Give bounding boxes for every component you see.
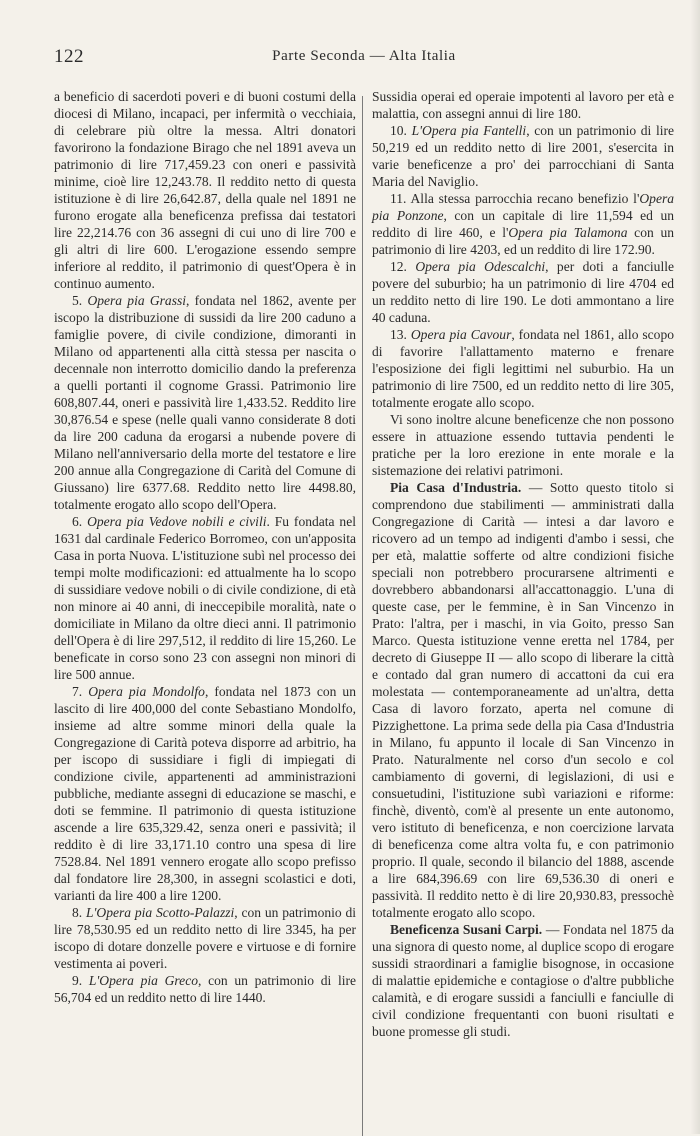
column-divider bbox=[362, 96, 363, 1136]
paragraph: Vi sono inoltre alcune beneficenze che non possono essere in attuazione essendo tuttavia pendenti le pratiche per la loro erezione in ente morale e la sistemazione dei relativi patrimoni. bbox=[372, 412, 674, 478]
page-number: 122 bbox=[54, 46, 84, 67]
paragraph: Sussidia operai ed operaie impotenti al lavoro per età e malattia, con assegni annui di lire 180. bbox=[372, 89, 674, 121]
paragraph-pia-casa-industria: Pia Casa d'Industria. — Sotto questo titolo si comprendono due stabilimenti — amministrati dalla Congregazione di Carità — intesi a dar lavoro e ricovero ad un tempo ad indigenti d'ambo i sessi, che per età, malattie sofferte od altre condizioni fisiche speciali non potrebbero procurarsene altrimenti e dovrebbero abbandonarsi all'accattonaggio. L'una di queste case, per le femmine, è in San Vincenzo in Prato: l'altra, per i maschi, in via Goito, presso San Marco. Questa istituzione venne eretta nel 1784, per decreto di Giuseppe II — allo scopo di liberare la città e contado dal gran numero di accattoni da cui era molestata — contemporaneamente ad un'altra, detta Casa di lavoro forzato, aperta nel comune di Pizzighettone. La prima sede della pia Casa d'Industria in Milano, fu appunto il locale di San Vincenzo in Prato. Naturalmente nel corso d'un secolo e col cambiamento di governi, di legislazioni, di usi e consuetudini, l'istituzione subì variazioni e riforme: finchè, diventò, com'è al presente un ente autonomo, vero istituto di beneficenza, e non coercizione larvata di beneficenza come altra volta fu, e con patrimonio proprio. Il quale, secondo il bilancio del 1888, ascende a lire 684,396.69 con lire 69,536.30 di oneri e passività. Il reddito netto è di lire 20,930.83, pressochè totalmente erogato allo scopo. bbox=[372, 480, 674, 920]
paragraph-opera-ponzone: 11. Alla stessa parrocchia recano benefizio l'Opera pia Ponzone, con un capitale di lire 11,594 ed un reddito di lire 460, e l'Opera pia Talamona con un patrimonio di lire 4203, ed un reddito di lire 172.90. bbox=[372, 191, 675, 257]
entry-title: L'Opera pia Greco bbox=[88, 973, 198, 988]
section-title: Beneficenza Susani Carpi. bbox=[390, 922, 543, 937]
paragraph-opera-greco: 9. L'Opera pia Greco, con un patrimonio di lire 56,704 ed un reddito netto di lire 1440. bbox=[54, 973, 356, 1005]
section-title: Pia Casa d'Industria. bbox=[390, 480, 522, 495]
entry-title: Opera pia Mondolfo bbox=[88, 684, 205, 699]
entry-title: L'Opera pia Fantelli bbox=[411, 123, 527, 138]
paragraph-opera-odescalchi: 12. Opera pia Odescalchi, per doti a fanciulle povere del suburbio; ha un patrimonio di lire 4704 ed un reddito netto di lire 190. Le doti ammontano a lire 40 caduna. bbox=[372, 259, 674, 325]
entry-title: Opera pia Vedove nobili e civili bbox=[87, 514, 267, 529]
entry-title: Opera pia Talamona bbox=[508, 225, 628, 240]
entry-title: Opera pia Ponzone bbox=[372, 191, 675, 223]
left-column bbox=[54, 88, 356, 1006]
paragraph-opera-vedove: 6. Opera pia Vedove nobili e civili. Fu fondata nel 1631 dal cardinale Federico Borromeo, con un'apposita Casa in porta Nuova. L'istituzione subì nel processo dei tempi molte modificazioni: ed attualmente ha lo scopo di sussidiare vedove nobili o di civile condizione, di età non minore ai 40 anni, di ineccepibile moralità, nate o domiciliate in Milano da oltre dieci anni. Il patrimonio dell'Opera è di lire 297,512, il reddito di lire 15,260. Le beneficate in corso sono 23 con assegni non minori di lire 500 annue. bbox=[54, 514, 356, 682]
running-head: Parte Seconda — Alta Italia bbox=[272, 48, 456, 64]
paragraph: a beneficio di sacerdoti poveri e di buoni costumi della diocesi di Milano, incapaci, per infermità o vecchiaia, di celebrare più oltre la messa. Altri donatori favorirono la fondazione Birago che nel 1891 aveva un patrimonio di lire 717,459.23 con oneri e passività minime, cioè lire 12,243.78. Il reddito netto di questa istituzione è di lire 26,642.87, della quale nel 1891 ne furono erogate alla beneficenza prefissa dai testatori lire 22,214.76 con 36 assegni di cui uno di lire 700 e gli altri di lire 600. L'erogazione essendo sempre inferiore al reddito, il patrimonio di quest'Opera è in continuo aumento. bbox=[54, 89, 356, 291]
right-column bbox=[372, 88, 674, 1040]
entry-title: L'Opera pia Scotto-Palazzi bbox=[86, 905, 235, 920]
paragraph-susani-carpi: Beneficenza Susani Carpi. — Fondata nel 1875 da una signora di questo nome, al duplice scopo di erogare sussidi straordinari a famiglie bisognose, in occasione di malattie epidemiche e contagiose o d'altre pubbliche calamità, e di erogare sussidi a fanciulli e fanciulle di civil condizione frequentanti con buoni risultati e buone promesse gli studi. bbox=[372, 922, 674, 1039]
page-header bbox=[54, 46, 674, 72]
paragraph-opera-fantelli: 10. L'Opera pia Fantelli, con un patrimonio di lire 50,219 ed un reddito netto di lire 2001, s'esercita in varie beneficenze a pro' dei parrocchiani di Santa Maria del Naviglio. bbox=[372, 123, 675, 189]
page-edge-shadow bbox=[690, 0, 700, 1134]
entry-title: Opera pia Odescalchi bbox=[415, 259, 546, 274]
entry-title: Opera pia Grassi bbox=[87, 293, 187, 308]
paragraph-opera-cavour: 13. Opera pia Cavour, fondata nel 1861, allo scopo di favorire l'allattamento materno e frenare l'esposizione dei figli legittimi nel suburbio. Ha un patrimonio di lire 7500, ed un reddito netto di lire 305, totalmente erogate allo scopo. bbox=[372, 327, 675, 410]
paragraph-opera-scotto-palazzi: 8. L'Opera pia Scotto-Palazzi, con un patrimonio di lire 78,530.95 ed un reddito netto di lire 3345, ha per iscopo di dotare donzelle povere e virtuose e di fornire vestimenta ai poveri. bbox=[54, 905, 357, 971]
paragraph-opera-grassi: 5. Opera pia Grassi, fondata nel 1862, avente per iscopo la distribuzione di sussidi da lire 200 caduno a famiglie povere, di civile condizione, dimoranti in Milano od appartenenti alla città stessa per nascita o decennale non interrotto domicilio dando la preferenza a quelli portanti il cognome Grassi. Patrimonio lire 608,807.44, oneri e passività lire 1,433.52. Reddito lire 30,876.54 e spese (nelle quali vanno considerate 8 doti da lire 200 caduna da erogarsi a nubende povere di Milano nell'anniversario della morte del testatore e lire 200 annue alla Congregazione di Carità del Comune di Giussano) lire 6377.68. Reddito netto lire 4498.80, totalmente erogato allo scopo dell'Opera. bbox=[54, 293, 356, 512]
entry-title: Opera pia Cavour bbox=[410, 327, 512, 342]
paragraph-opera-mondolfo: 7. Opera pia Mondolfo, fondata nel 1873 con un lascito di lire 400,000 del conte Sebastiano Mondolfo, insieme ad altre somme minori della quale la Congregazione di Carità poteva disporre ad arbitrio, ha per iscopo di sussidiare i figli di impiegati di condizione civile, appartenenti ad amministrazioni pubbliche, mediante assegni di educazione se maschi, e doti se femmine. Il patrimonio di questa istituzione ascende a lire 635,329.42, senza oneri e passività; il reddito è di lire 33,171.10 contro una spesa di lire 7528.84. Nel 1891 vennero erogate allo scopo prefisso dal fondatore lire 28,300, in assegni scolastici e doti, varianti da lire 400 a lire 1200. bbox=[54, 684, 356, 903]
